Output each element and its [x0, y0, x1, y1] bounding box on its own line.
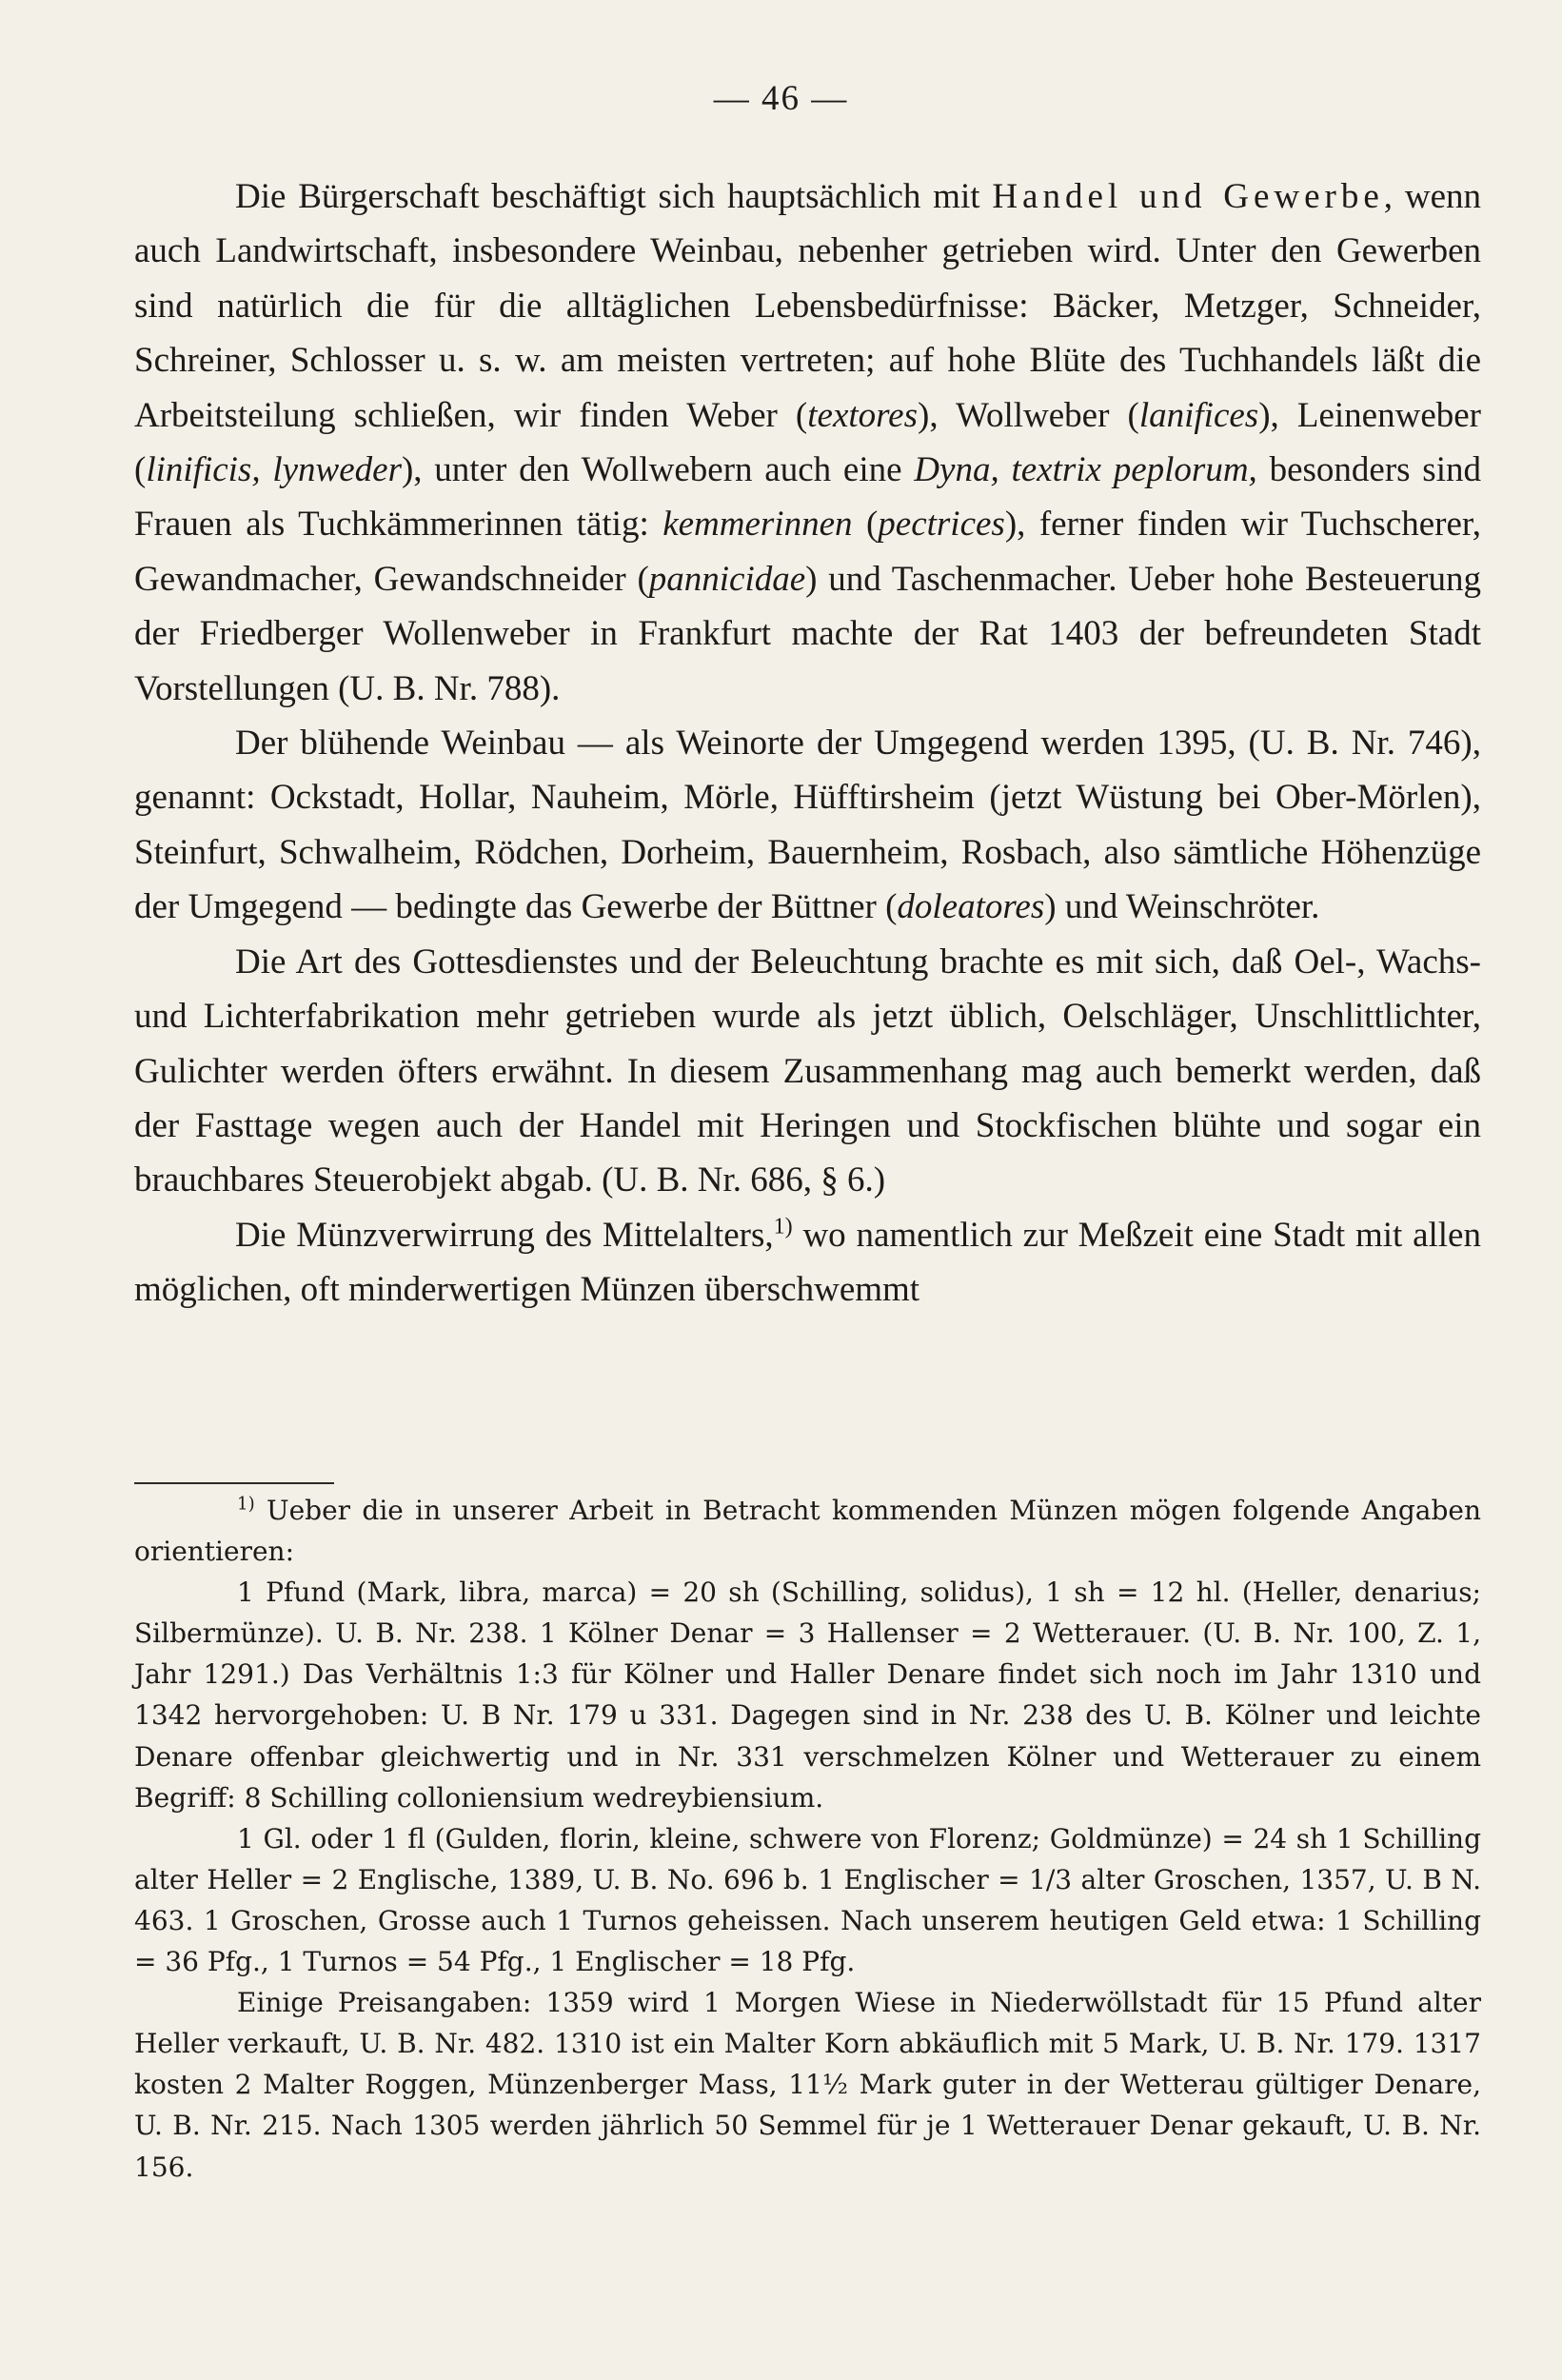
text-run: Die Bürgerschaft beschäftigt sich hauptsächlich mit: [235, 177, 993, 216]
text-run: ), Leinenweber (: [134, 395, 1481, 490]
text-run: 1 Gl. oder 1 fl (Gulden, florin, kleine, schwere von Florenz; Goldmünze) = 24 sh 1 Schilling alter Heller = 2 Englische, 1389, U. B. No. 696 b. 1 Englischer =: [134, 1822, 1481, 1895]
latin-term: linificis, lynweder: [146, 450, 402, 490]
text-run: alter Groschen, 1357, U. B N. 463. 1 Groschen, Grosse auch 1 Turnos geheissen. Nach unserem heutigen Geld etwa: 1 Schilling = 36 Pfg., 1 Turnos = 54 Pfg., 1 Englischer = 18 Pfg.: [134, 1863, 1481, 1978]
text-run: wo namentlich zur Meßzeit eine Stadt mit allen möglichen, oft minderwertigen Münzen überschwemmt: [134, 1215, 1481, 1310]
paragraph-coinage: [134, 1208, 1481, 1318]
latin-term: doleatores: [897, 887, 1045, 927]
latin-term: lanifices: [1138, 395, 1259, 435]
text-run: Der blühende Weinbau — als Weinorte der Umgegend werden 1395, (U. B. Nr. 746), genannt: Ockstadt, Hollar, Nauheim, Mörle, Hüfftirsheim (jetzt Wüstung bei Ober-Mörlen), Steinfurt, Schwalheim, Rödchen, Dorheim, Bauernheim, Rosbach, also sämtliche Höhenzüge der Umgegend — bedingte das Gewerbe der Büttner (: [134, 724, 1481, 927]
text-run: , wenn auch Landwirtschaft, insbesondere Weinbau, nebenher getrieben wird. Unter den Gewerben sind natürlich die für die alltäglichen Lebensbedürfnisse: Bäcker, Metzger, Schneider, Schreiner, Schlosser u. s. w. am meisten vertreten; auf hohe Blüte des Tuchhandels läßt die Arbeitsteilung schließen, wir finden Weber (: [134, 177, 1481, 435]
latin-term: Dyna, textrix peplorum,: [914, 450, 1257, 490]
footnote-divider: [134, 1482, 334, 1484]
latin-term: pectrices: [878, 505, 1005, 545]
paragraph-wine: [134, 716, 1481, 935]
text-run: (: [852, 505, 879, 545]
fraction: 1/3: [1029, 1863, 1073, 1895]
footnote-1: [134, 1490, 1481, 1572]
footnote-gulden: [134, 1818, 1481, 1982]
text-run: ), ferner finden wir Tuchscherer, Gewandmacher, Gewandschneider (: [134, 505, 1481, 599]
footnote-prices: [134, 1982, 1481, 2187]
footnote-reference[interactable]: 1): [773, 1214, 793, 1240]
text-run: Einige Preisangaben: 1359 wird 1 Morgen Wiese in Niederwöllstadt für 15 Pfund alter Heller verkauft, U. B. Nr. 482. 1310 ist ein Malter Korn abkäuflich mit 5 Mark, U. B. Nr. 179. 1317 kosten 2 Malter Roggen, Münzenberger Mass,: [134, 1987, 1481, 2101]
paragraph-trades: [134, 169, 1481, 716]
footnotes: [134, 1490, 1481, 2188]
text-run: besonders sind Frauen als Tuchkämmerinnen tätig:: [134, 450, 1481, 545]
text-run: ), Wollweber (: [918, 395, 1139, 435]
text-run: Mark guter in der Wetterau gültiger Denare, U. B. Nr. 215. Nach 1305 werden jährlich 50 Semmel für je 1 Wetterauer Denar gekauft, U. B. Nr. 156.: [134, 2069, 1481, 2183]
text-run: ) und Weinschröter.: [1044, 887, 1320, 927]
latin-term: textores: [807, 395, 919, 435]
latin-term: pannicidae: [648, 559, 806, 599]
text-run: ), unter den Wollwebern auch eine: [401, 450, 915, 490]
footnote-pfund: 1 Pfund (Mark, libra, marca) = 20 sh (Schilling, solidus), 1 sh = 12 hl. (Heller, denarius; Silbermünze). U. B. Nr. 238. 1 Kölner Denar = 3 Hallenser = 2 Wetterauer. (U. B. Nr. 100, Z. 1, Jahr 1291.) Das Verhältnis 1:3 für Kölner und Haller Denare findet sich noch im Jahr 1310 und 1342 hervorgehoben: U. B Nr. 179 u 331. Dagegen sind in Nr. 238 des U. B. Kölner und leichte Denare offenbar gleichwertig und in Nr. 331 verschmelzen Kölner und Wetterauer zu einem Begriff: 8 Schilling colloniensium wedreybiensium.: [134, 1577, 1481, 1814]
fraction: 11½: [788, 2069, 849, 2101]
text-run: Ueber die in unserer Arbeit in Betracht kommenden Münzen mögen folgende Angaben orientieren:: [134, 1495, 1481, 1568]
text-run: ) und Taschenmacher. Ueber hohe Besteuerung der Friedberger Wollenweber in Frankfurt machte der Rat 1403 der befreundeten Stadt Vorstellungen (U. B. Nr. 788).: [134, 559, 1482, 708]
page-number: — 46 —: [713, 79, 849, 118]
spaced-emphasis: Handel und Gewerbe: [992, 177, 1384, 216]
text-run: Die Münzverwirrung des Mittelalters,: [235, 1215, 774, 1255]
latin-term: kemmerinnen: [662, 505, 853, 545]
footnote-mark: 1): [237, 1494, 255, 1515]
main-text: [134, 169, 1481, 1318]
paragraph-worship: Die Art des Gottesdienstes und der Beleuchtung brachte es mit sich, daß Oel-, Wachs- und Lichterfabrikation mehr getrieben wurde als jetzt üblich, Oelschläger, Unschlittlichter, Gulichter werden öfters erwähnt. In diesem Zusammenhang mag auch bemerkt werden, daß der Fasttage wegen auch der Handel mit Heringen und Stockfischen blühte und sogar ein brauchbares Steuerobjekt abgab. (U. B. Nr. 686, § 6.): [134, 942, 1481, 1200]
